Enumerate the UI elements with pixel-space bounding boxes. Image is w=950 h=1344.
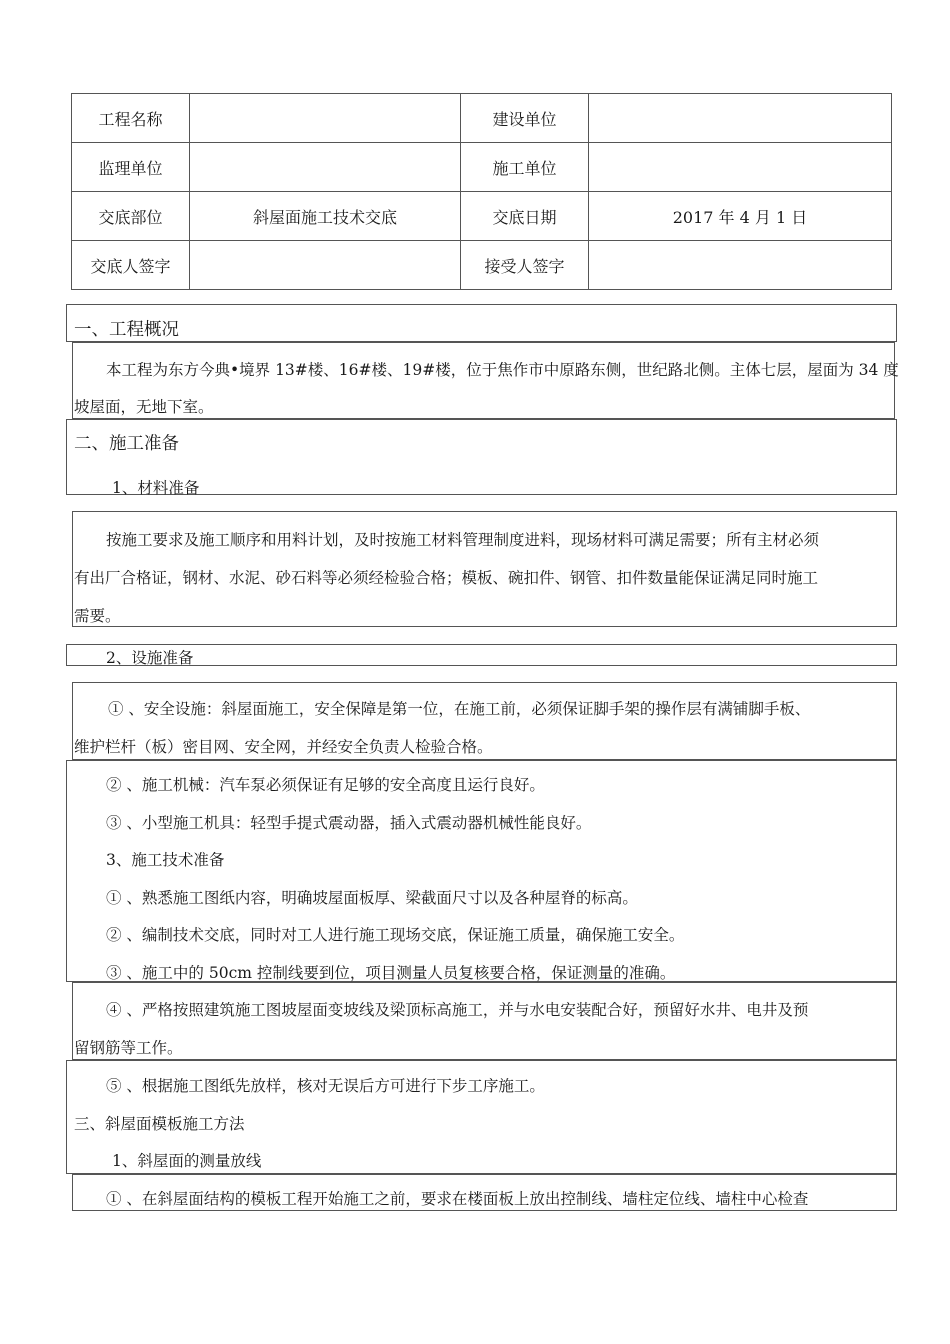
label-handover-date: 交底日期	[461, 192, 589, 241]
value-construction-unit	[589, 94, 892, 143]
section3-title: 三、斜屋面模板施工方法	[74, 1115, 245, 1133]
section2-sub2: 2、设施准备	[106, 649, 194, 667]
section3-sub1: 1、斜屋面的测量放线	[112, 1152, 262, 1170]
section1-title-box	[66, 304, 897, 342]
materials-line-3: 需要。	[74, 607, 121, 625]
facility-line-3: ② 、施工机械：汽车泵必须保证有足够的安全高度且运行良好。	[106, 776, 545, 794]
materials-line-2: 有出厂合格证，钢材、水泥、砂石料等必须经检验合格；模板、碗扣件、钢管、扣件数量能保证满足同时施工	[74, 569, 819, 587]
materials-line-1: 按施工要求及施工顺序和用料计划，及时按施工材料管理制度进料，现场材料可满足需要；所有主材必须	[106, 531, 820, 549]
tech-line-5: 留钢筋等工作。	[74, 1039, 183, 1057]
label-handover-signature: 交底人签字	[72, 241, 190, 290]
value-receiver-signature	[589, 241, 892, 290]
section1-line-1: 本工程为东方今典•境界 13#楼、16#楼、19#楼，位于焦作市中原路东侧，世纪路北侧。主体七层，屋面为 34 度	[106, 361, 899, 379]
section1-line-2: 坡屋面，无地下室。	[74, 398, 214, 416]
table-row	[72, 94, 892, 143]
header-table	[71, 93, 892, 290]
label-construction-unit: 建设单位	[461, 94, 589, 143]
facility-line-1: ① 、安全设施：斜屋面施工，安全保障是第一位，在施工前，必须保证脚手架的操作层有满铺脚手板、	[108, 700, 811, 718]
facility-line-4: ③ 、小型施工机具：轻型手提式震动器，插入式震动器机械性能良好。	[106, 814, 592, 832]
tech-line-6: ⑤ 、根据施工图纸先放样，核对无误后方可进行下步工序施工。	[106, 1077, 545, 1095]
value-handover-signature	[190, 241, 461, 290]
label-supervision-unit: 监理单位	[72, 143, 190, 192]
label-receiver-signature: 接受人签字	[461, 241, 589, 290]
value-handover-date: 2017 年 4 月 1 日	[589, 192, 892, 241]
tech-line-2: ② 、编制技术交底，同时对工人进行施工现场交底，保证施工质量，确保施工安全。	[106, 926, 685, 944]
label-contractor-unit: 施工单位	[461, 143, 589, 192]
label-project-name: 工程名称	[72, 94, 190, 143]
table-row	[72, 241, 892, 290]
facility-line-2: 维护栏杆（板）密目网、安全网，并经安全负责人检验合格。	[74, 738, 493, 756]
tech-box-2	[72, 982, 897, 1060]
section2-sub3: 3、施工技术准备	[106, 851, 225, 869]
value-handover-part: 斜屋面施工技术交底	[190, 192, 461, 241]
value-supervision-unit	[190, 143, 461, 192]
tech-line-4: ④ 、严格按照建筑施工图坡屋面变坡线及梁顶标高施工，并与水电安装配合好，预留好水井、电井及预	[106, 1001, 809, 1019]
tech-line-3: ③ 、施工中的 50cm 控制线要到位，项目测量人员复核要合格，保证测量的准确。	[106, 964, 676, 982]
section3-line-1: ① 、在斜屋面结构的模板工程开始施工之前，要求在楼面板上放出控制线、墙柱定位线、墙柱中心检查	[106, 1190, 809, 1208]
tech-line-1: ① 、熟悉施工图纸内容，明确坡屋面板厚、梁截面尺寸以及各种屋脊的标高。	[106, 889, 638, 907]
section1-title: 一、工程概况	[74, 320, 179, 340]
value-contractor-unit	[589, 143, 892, 192]
label-handover-part: 交底部位	[72, 192, 190, 241]
table-row	[72, 143, 892, 192]
section2-title: 二、施工准备	[74, 434, 179, 454]
table-row	[72, 192, 892, 241]
section2-sub1: 1、材料准备	[112, 479, 200, 497]
value-project-name	[190, 94, 461, 143]
